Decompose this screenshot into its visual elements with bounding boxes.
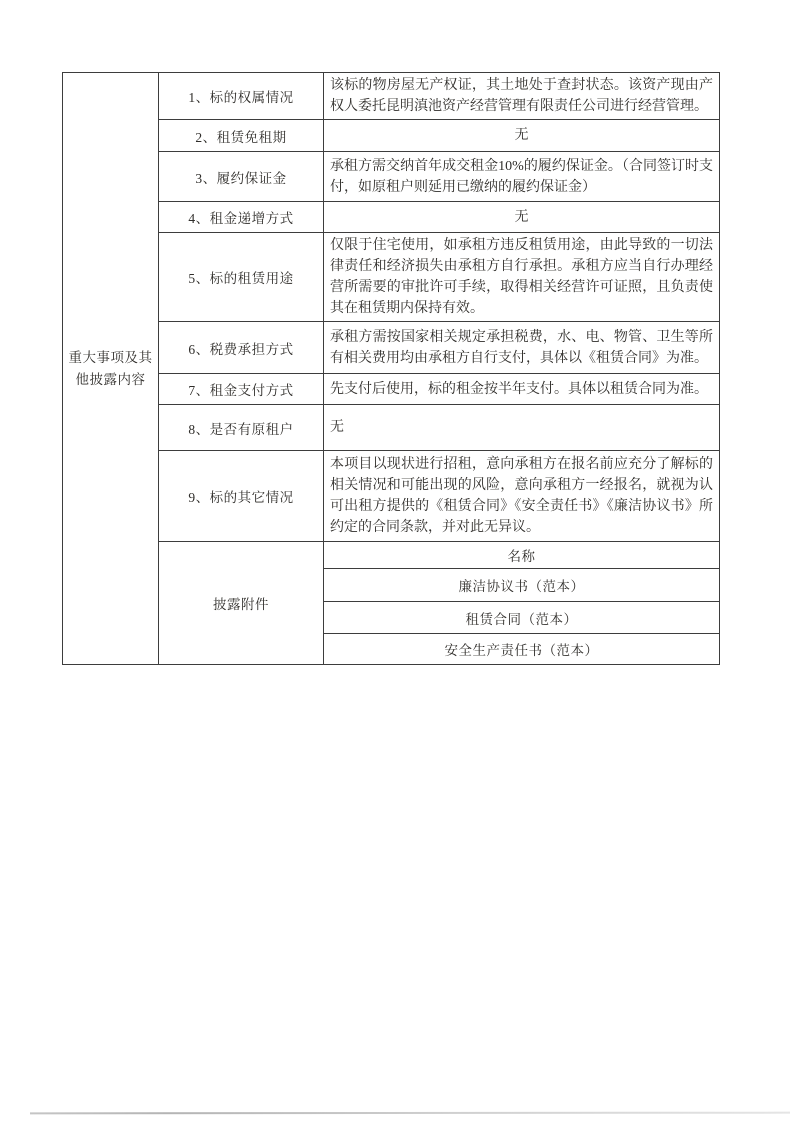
attachment-item: 廉洁协议书（范本） <box>324 569 720 602</box>
scan-artifact-line <box>30 1112 790 1115</box>
row-label: 2、租赁免租期 <box>159 120 324 152</box>
row-content: 本项目以现状进行招租，意向承租方在报名前应充分了解标的相关情况和可能出现的风险，意向承租方一经报名，就视为认可出租方提供的《租赁合同》《安全责任书》《廉洁协议书》所约定的合同条款，并对此无异议。 <box>324 451 720 542</box>
row-label: 7、租金支付方式 <box>159 374 324 405</box>
attachment-item: 安全生产责任书（范本） <box>324 634 720 665</box>
row-label: 9、标的其它情况 <box>159 451 324 542</box>
row-content: 承租方需交纳首年成交租金10%的履约保证金。（合同签订时支付，如原租户则延用已缴纳的履约保证金） <box>324 152 720 202</box>
row-label: 8、是否有原租户 <box>159 405 324 451</box>
row-content: 无 <box>324 202 720 233</box>
disclosure-table <box>62 72 720 665</box>
table-row <box>63 451 720 542</box>
row-label: 1、标的权属情况 <box>159 73 324 120</box>
row-content: 仅限于住宅使用，如承租方违反租赁用途，由此导致的一切法律责任和经济损失由承租方自行承担。承租方应当自行办理经营所需要的审批许可手续，取得相关经营许可证照，且负责使其在租赁期内保持有效。 <box>324 233 720 322</box>
table-row <box>63 152 720 202</box>
attachments-header-row <box>63 542 720 569</box>
row-content: 无 <box>324 120 720 152</box>
table-row <box>63 233 720 322</box>
table-row <box>63 73 720 120</box>
row-content: 承租方需按国家相关规定承担税费，水、电、物管、卫生等所有相关费用均由承租方自行支付，具体以《租赁合同》为准。 <box>324 322 720 374</box>
row-label: 3、履约保证金 <box>159 152 324 202</box>
row-content: 先支付后使用，标的租金按半年支付。具体以租赁合同为准。 <box>324 374 720 405</box>
table-row <box>63 202 720 233</box>
row-label: 5、标的租赁用途 <box>159 233 324 322</box>
attachment-item: 租赁合同（范本） <box>324 602 720 634</box>
row-content: 无 <box>324 405 720 451</box>
attachments-label: 披露附件 <box>159 542 324 665</box>
table-row <box>63 405 720 451</box>
table-row <box>63 322 720 374</box>
table-row <box>63 120 720 152</box>
section-header: 重大事项及其他披露内容 <box>63 73 159 665</box>
table-row <box>63 374 720 405</box>
row-label: 6、税费承担方式 <box>159 322 324 374</box>
row-label: 4、租金递增方式 <box>159 202 324 233</box>
row-content: 该标的物房屋无产权证，其土地处于查封状态。该资产现由产权人委托昆明滇池资产经营管理有限责任公司进行经营管理。 <box>324 73 720 120</box>
attachments-column-header: 名称 <box>324 542 720 569</box>
